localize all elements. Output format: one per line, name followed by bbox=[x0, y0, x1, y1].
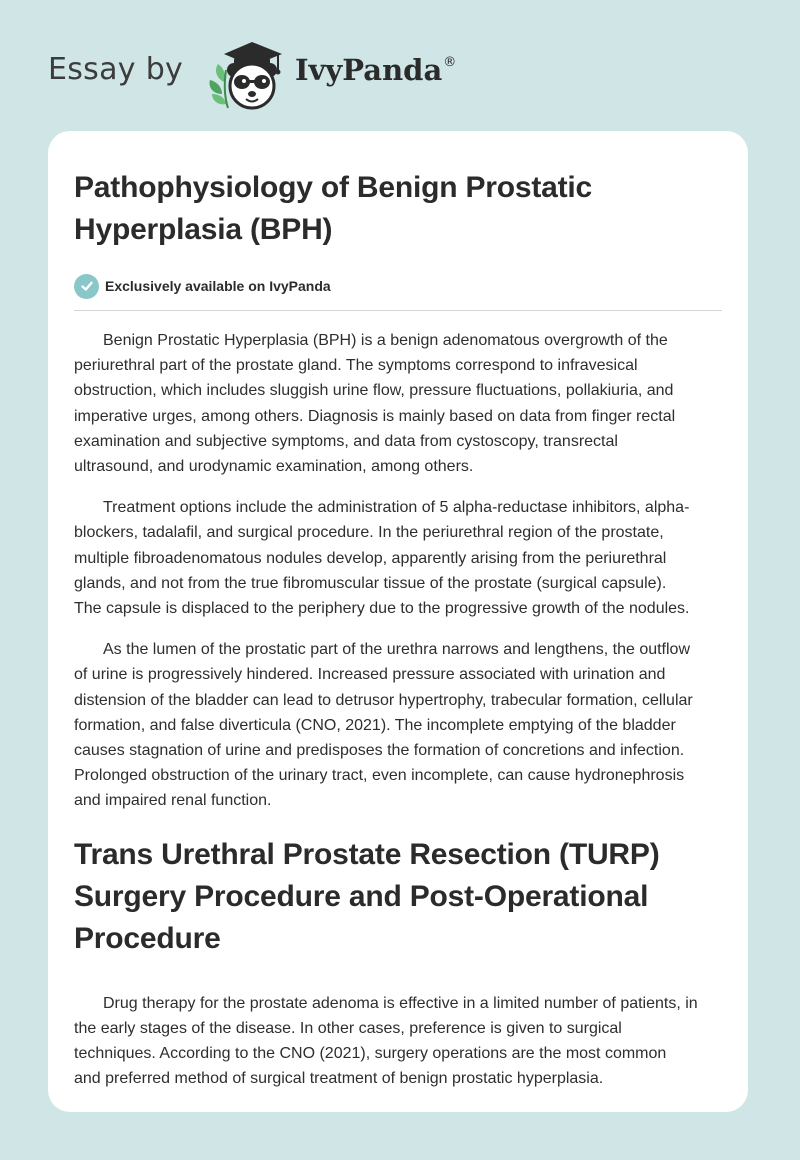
text-line: examination and subjective symptoms, and data from cystoscopy, transrectal bbox=[74, 432, 618, 450]
text-line: Drug therapy for the prostate adenoma is effective in a limited number of patients, in bbox=[103, 994, 698, 1012]
essay-card bbox=[48, 131, 748, 1112]
text-line: the early stages of the disease. In other cases, preference is given to surgical bbox=[74, 1019, 622, 1037]
registered-mark: ® bbox=[443, 55, 457, 70]
text-line: techniques. According to the CNO (2021), surgery operations are the most common bbox=[74, 1045, 667, 1063]
text-line: multiple fibroadenomatous nodules develop, apparently arising from the periurethral bbox=[74, 549, 667, 567]
text-line: Prolonged obstruction of the urinary tract, even incomplete, can cause hydronephrosis bbox=[74, 767, 685, 785]
text-line: causes stagnation of urine and predisposes the formation of concretions and infection. bbox=[74, 742, 685, 760]
paragraph bbox=[74, 495, 722, 621]
text-line: As the lumen of the prostatic part of the urethra narrows and lengthens, the outflow bbox=[103, 641, 691, 659]
brand-name[interactable] bbox=[295, 53, 456, 87]
text-line: blockers, tadalafil, and surgical procedure. In the periurethral region of the prostate, bbox=[74, 524, 664, 542]
text-line: Benign Prostatic Hyperplasia (BPH) is a benign adenomatous overgrowth of the bbox=[103, 332, 668, 349]
text-line: The capsule is displaced to the periphery due to the progressive growth of the nodules. bbox=[74, 600, 690, 618]
availability-badge bbox=[74, 272, 722, 300]
text-line: ultrasound, and urodynamic examination, among others. bbox=[74, 458, 474, 476]
site-header bbox=[48, 34, 548, 114]
text-line: Treatment options include the administration of 5 alpha-reductase inhibitors, alpha- bbox=[103, 499, 690, 517]
text-line: imperative urges, among others. Diagnosis is mainly based on data from finger rectal bbox=[74, 407, 676, 425]
heading-line: Procedure bbox=[74, 921, 221, 955]
availability-text: Exclusively available on IvyPanda bbox=[105, 278, 331, 294]
paragraph bbox=[74, 328, 722, 479]
paragraph bbox=[74, 991, 722, 1092]
check-icon bbox=[74, 274, 99, 299]
text-line: obstruction, which includes sluggish urine flow, pressure fluctuations, pollakiuria, and bbox=[74, 382, 674, 400]
brand-text: IvyPanda bbox=[295, 53, 443, 87]
heading-line: Trans Urethral Prostate Resection (TURP) bbox=[74, 837, 660, 871]
title-line: Pathophysiology of Benign Prostatic bbox=[74, 171, 593, 204]
divider bbox=[74, 310, 722, 311]
text-line: distension of the bladder can lead to detrusor hypertrophy, trabecular formation, cellular bbox=[74, 691, 693, 709]
text-line: glands, and not from the true fibromuscular tissue of the prostate (surgical capsule). bbox=[74, 574, 667, 592]
title-line: Hyperplasia (BPH) bbox=[74, 213, 333, 246]
heading-line: Surgery Procedure and Post-Operational bbox=[74, 879, 649, 913]
section-heading bbox=[74, 834, 722, 960]
text-line: formation, and false diverticula (CNO, 2021). The incomplete emptying of the bladder bbox=[74, 716, 676, 734]
text-line: and preferred method of surgical treatment of benign prostatic hyperplasia. bbox=[74, 1070, 604, 1088]
ivypanda-logo-icon[interactable] bbox=[204, 34, 290, 110]
paragraph bbox=[74, 637, 722, 813]
text-line: and impaired renal function. bbox=[74, 792, 272, 810]
essay-by-label: Essay by bbox=[48, 52, 184, 87]
text-line: of urine is progressively hindered. Increased pressure associated with urination and bbox=[74, 666, 666, 684]
essay-title bbox=[74, 167, 722, 251]
text-line: periurethral part of the prostate gland. The symptoms correspond to infravesical bbox=[74, 357, 638, 375]
